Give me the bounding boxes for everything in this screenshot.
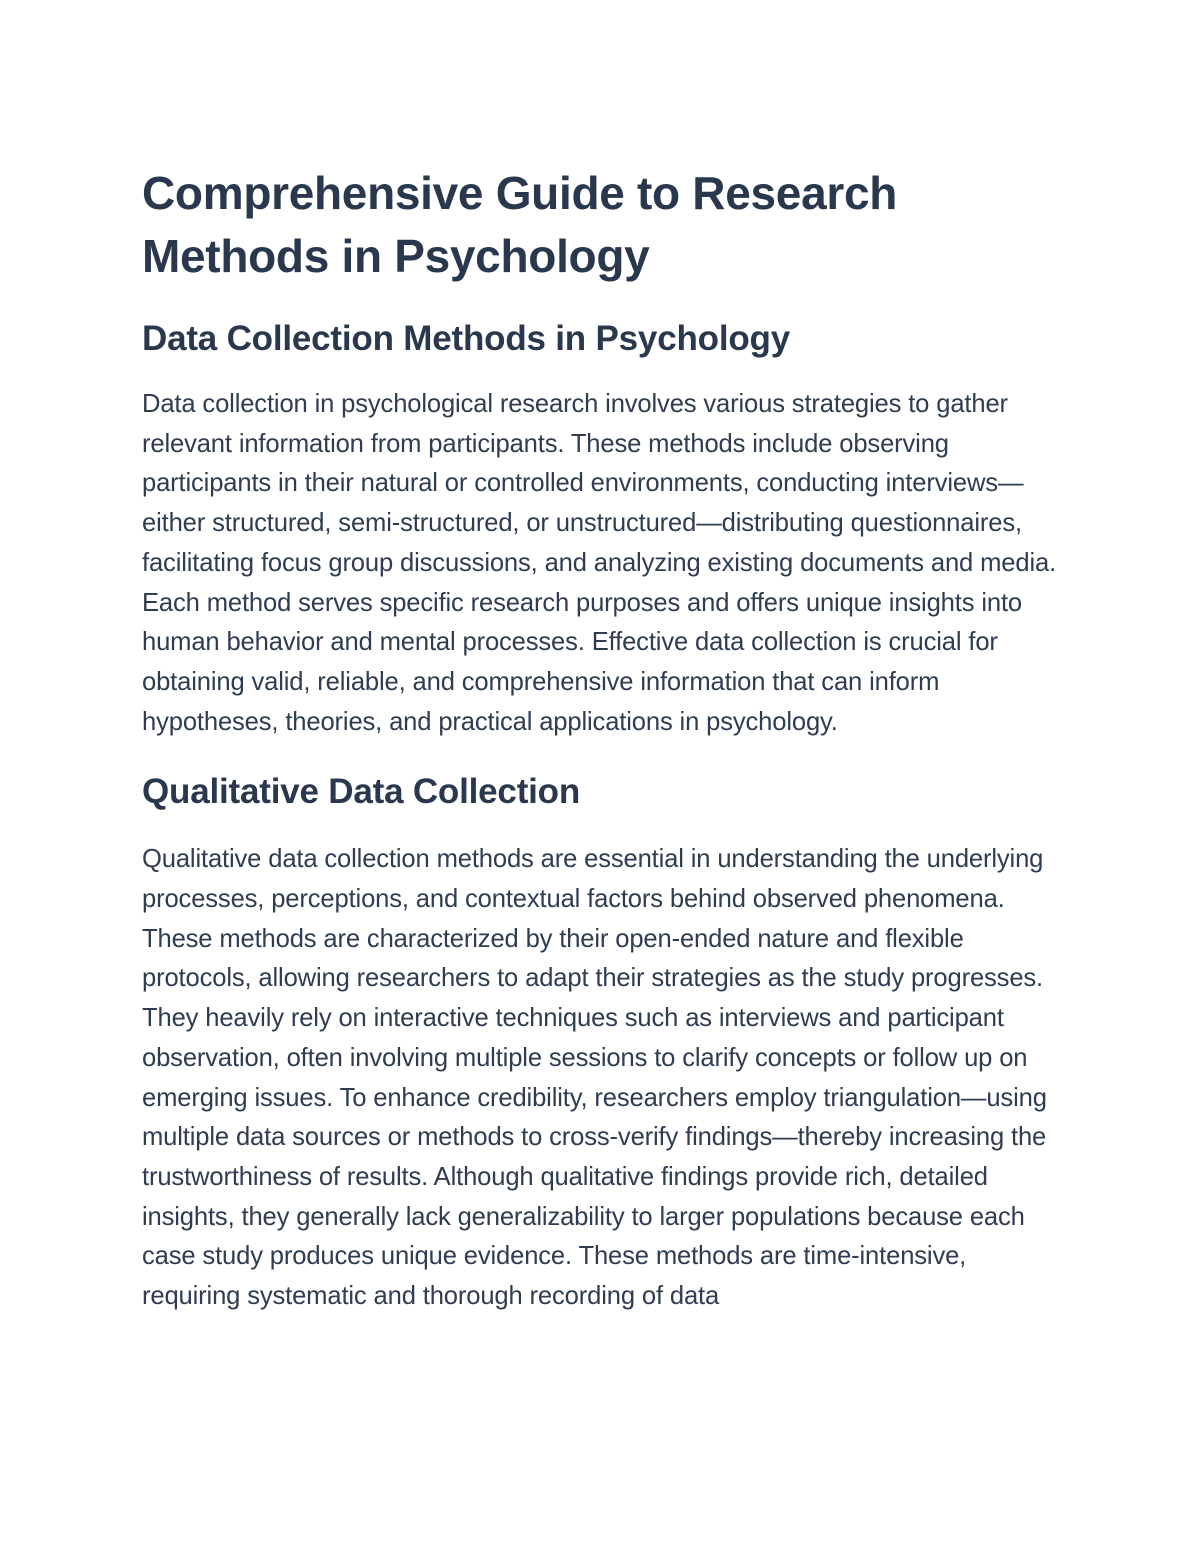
section-heading: Qualitative Data Collection — [142, 772, 581, 812]
section-paragraph: Data collection in psychological research involves various strategies to gather relevant information from participants. These methods include observing participants in their natural or controlled environments, conducting interviews—either structured, semi-structured, or unstructured—distributing questionnaires, facilitating focus group discussions, and analyzing existing documents and media. Each method serves specific research purposes and offers unique insights into human behavior and mental processes. Effective data collection is crucial for obtaining valid, reliable, and comprehensive information that can inform hypotheses, theories, and practical applications in psychology. — [142, 390, 1057, 736]
document-title: Comprehensive Guide to Research Methods in Psychology — [142, 167, 898, 282]
section-data-collection-methods — [142, 317, 1060, 742]
section-qualitative-data-collection — [142, 770, 1060, 1316]
section-heading: Data Collection Methods in Psychology — [142, 319, 790, 358]
section-paragraph: Qualitative data collection methods are essential in understanding the underlying processes, perceptions, and contextual factors behind observed phenomena. These methods are characterized by their open-ended nature and flexible protocols, allowing researchers to adapt their strategies as the study progresses. They heavily rely on interactive techniques such as interviews and participant observation, often involving multiple sessions to clarify concepts or follow up on emerging issues. To enhance credibility, researchers employ triangulation—using multiple data sources or methods to cross-verify findings—thereby increasing the trustworthiness of results. Although qualitative findings provide rich, detailed insights, they generally lack generalizability to larger populations because each case study produces unique evidence. These methods are time-intensive, requiring systematic and thorough recording of data — [142, 845, 1047, 1311]
